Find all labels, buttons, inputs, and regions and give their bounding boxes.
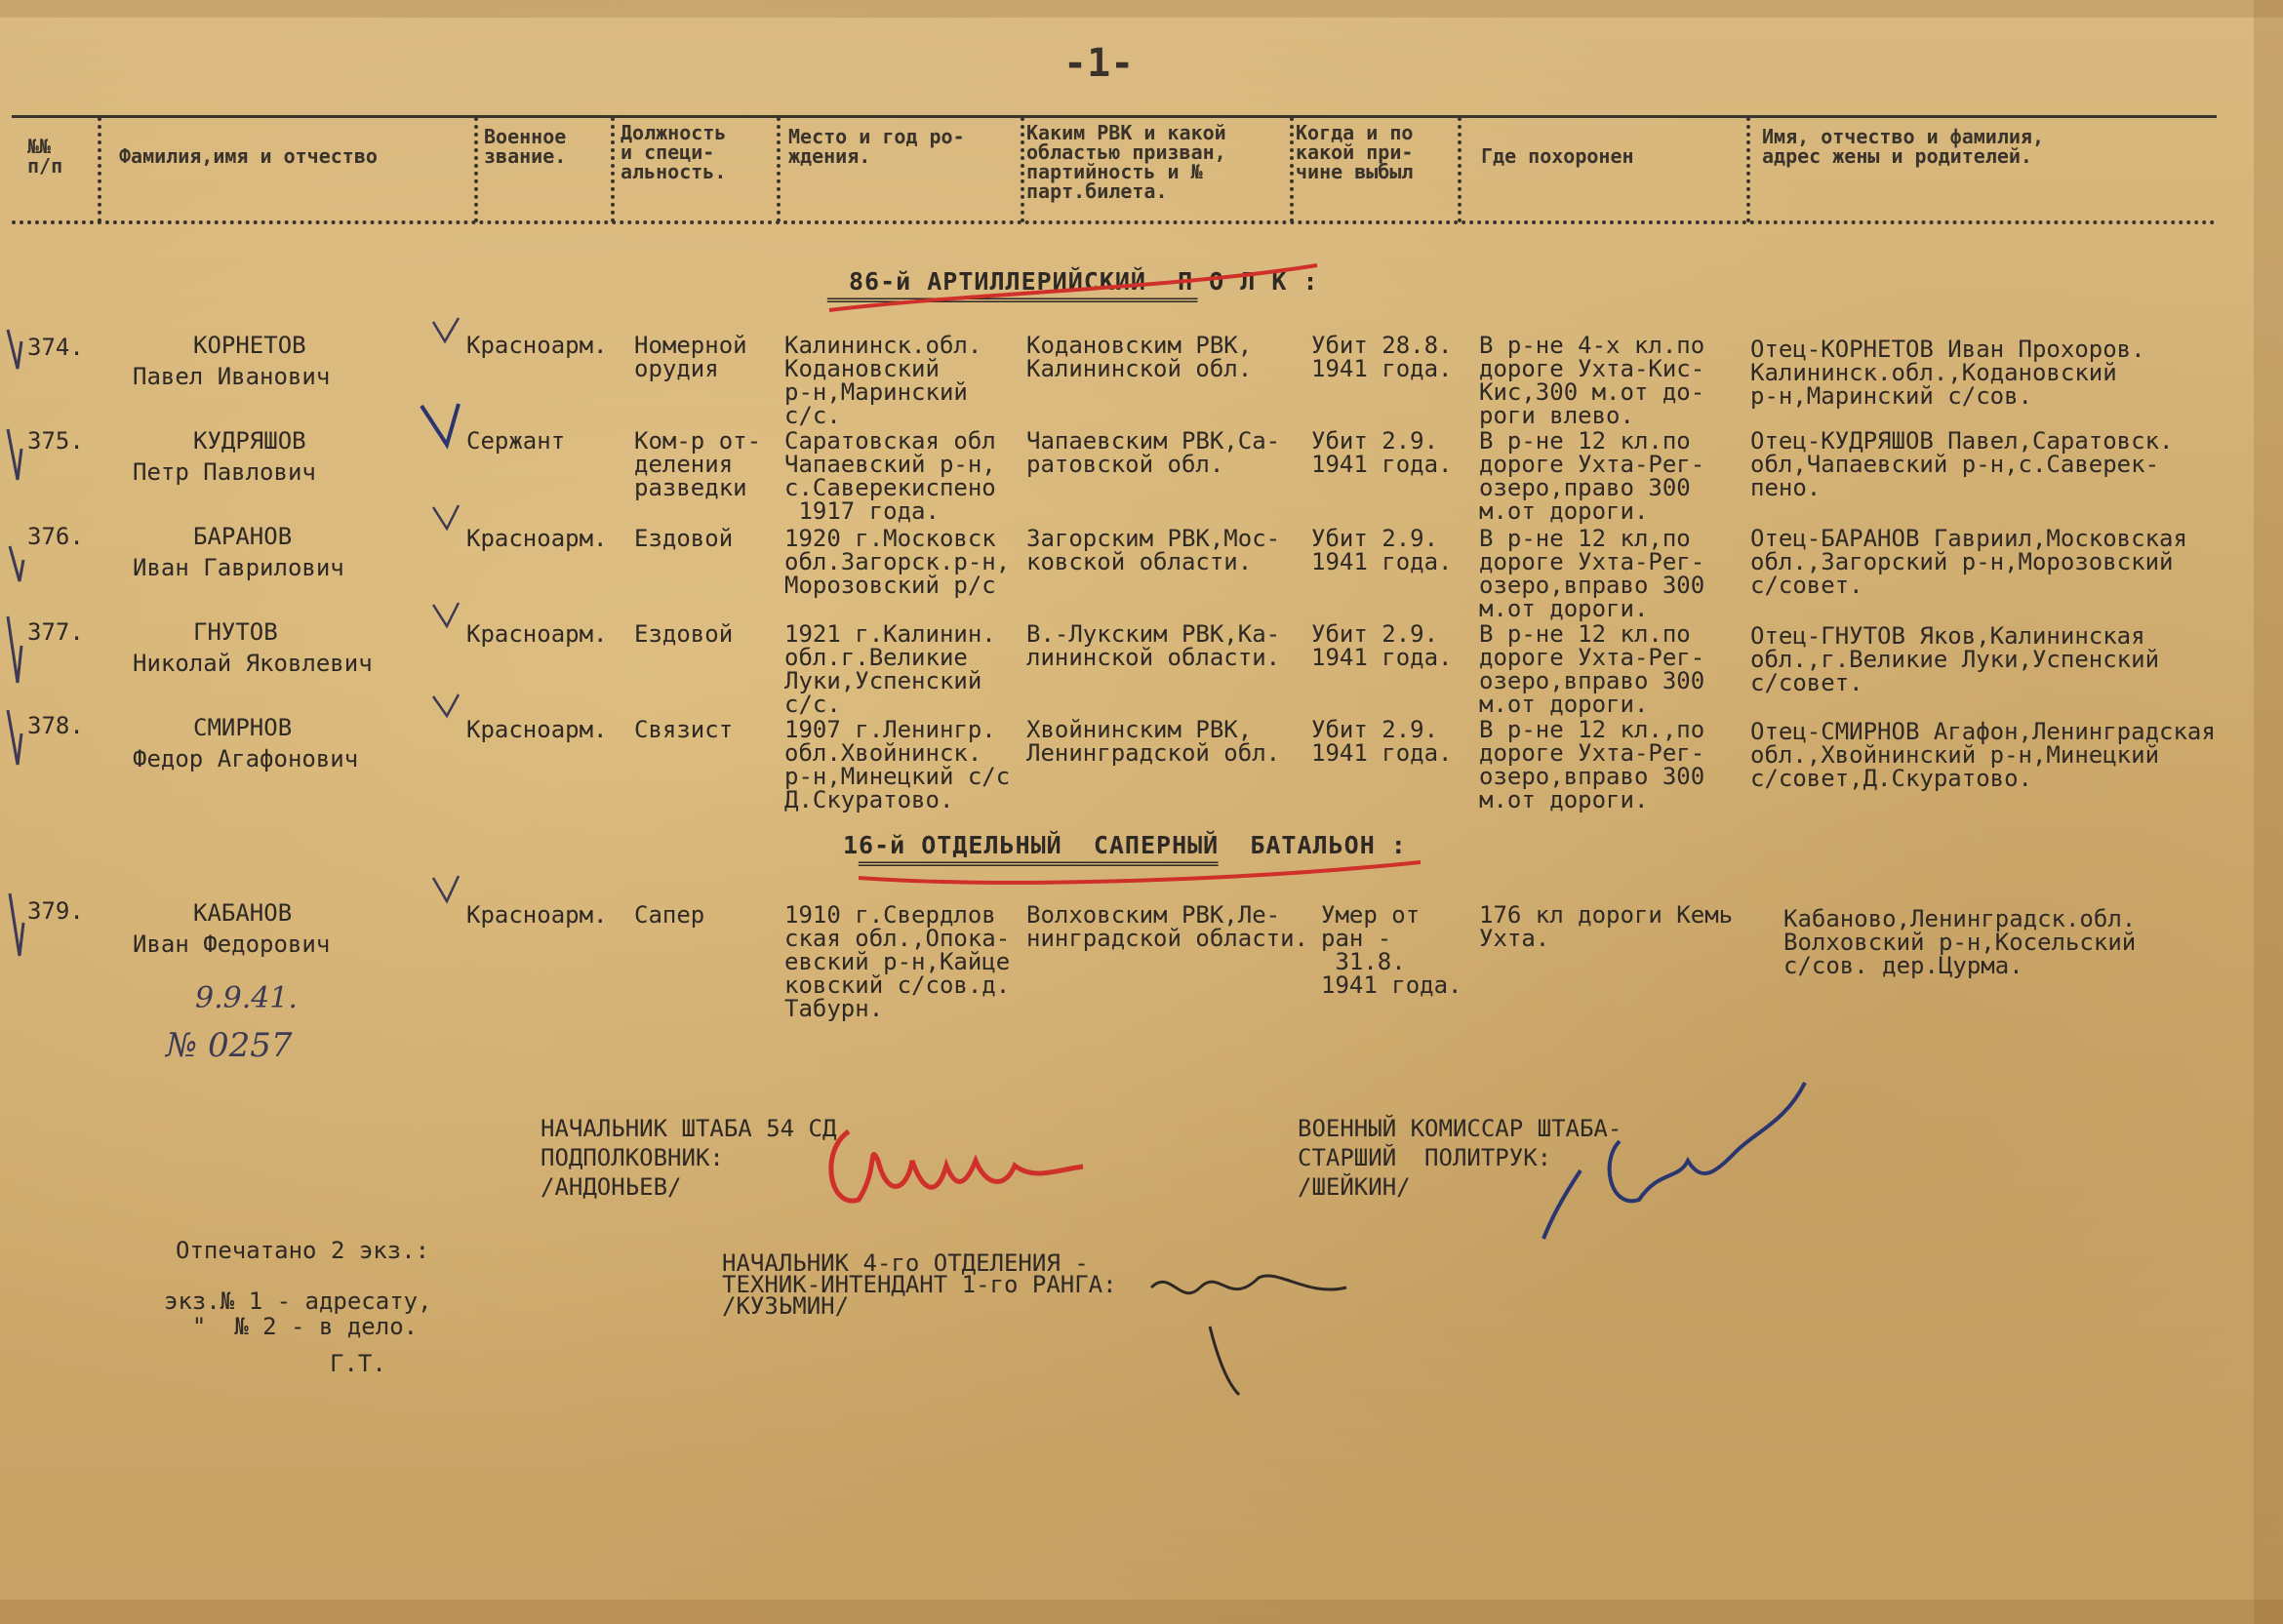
row-given-names: Петр Павлович [133,458,316,486]
row-rvk: Кодановским РВК, Калининской обл. [1026,332,1253,382]
row-rank: Сержант [466,427,566,455]
tick-mark-icon [433,603,459,626]
row-relatives: Отец-КОРНЕТОВ Иван Прохоров. Калининск.обл.,Кодановский р-н,Маринский с/сов. [1750,336,2145,410]
row-position: Ездовой [634,525,734,552]
row-birth: 1910 г.Свердлов ская обл.,Опока- евский р-н,Кайце ковский с/сов.д. Табурн. [784,901,1011,1022]
row-when: Умер от ран - 31.8. 1941 года. [1321,901,1462,999]
row-surname: КОРНЕТОВ [193,332,306,359]
row-rank: Красноарм. [466,332,608,359]
row-when: Убит 2.9. 1941 года. [1311,525,1453,575]
row-rank: Красноарм. [466,716,608,743]
distribution-initials: Г.Т. [330,1350,386,1377]
row-number: 378. [27,712,84,739]
row-rank: Красноарм. [466,525,608,552]
row-surname: БАРАНОВ [193,523,293,550]
header-rvk: Каким РВК и какой областью призван, партийность и № парт.билета. [1026,121,1226,203]
handwritten-date: 9.9.41. [195,981,298,1015]
row-rvk: Волховским РВК,Ле- нинградской области. [1026,901,1308,952]
tick-mark-icon [433,694,459,716]
check-mark-icon [8,616,21,683]
row-birth: 1921 г.Калинин. обл.г.Великие Луки,Успенский с/с. [784,620,996,718]
red-signature-andonyev [831,1131,1083,1201]
row-given-names: Федор Агафонович [133,745,359,772]
header-birth: Место и год ро- ждения. [788,125,965,168]
row-given-names: Иван Федорович [133,931,331,958]
row-position: Связист [634,716,734,743]
tick-mark-icon [433,318,459,341]
row-position: Ездовой [634,620,734,648]
distribution-printed: Отпечатано 2 экз.: [176,1237,430,1264]
row-rvk: Загорским РВК,Мос- ковской области. [1026,525,1281,575]
row-buried: В р-не 12 кл,по дороге Ухта-Рег- озеро,вправо 300 м.от дороги. [1479,525,1705,622]
row-when: Убит 2.9. 1941 года. [1311,620,1453,671]
row-surname: ГНУТОВ [193,618,278,646]
row-number: 377. [27,618,84,646]
section-underline-sapper: ══════════════════════════════════ [859,854,1219,875]
distribution-copy-2: " № 2 - в дело. [164,1313,419,1340]
header-buried: Где похоронен [1481,144,1634,168]
row-number: 379. [27,897,84,925]
row-when: Убит 2.9. 1941 года. [1311,427,1453,478]
signature-block-commissar: ВОЕННЫЙ КОМИССАР ШТАБА- СТАРШИЙ ПОЛИТРУК: /ШЕЙКИН/ [1298,1115,1622,1201]
row-relatives: Кабаново,Ленинградск.обл. Волховский р-н,Косельский с/сов. дер.Цурма. [1783,905,2137,979]
row-when: Убит 28.8. 1941 года. [1311,332,1453,382]
row-given-names: Иван Гаврилович [133,554,344,581]
section-underline-artillery: ═══════════════════════════════════ [827,291,1198,311]
row-number: 374. [27,334,84,361]
check-mark-icon [10,893,23,956]
check-mark-icon [8,710,21,765]
row-position: Номерной орудия [634,332,747,382]
header-rank: Военное звание. [484,125,567,168]
row-buried: В р-не 4-х кл.по дороге Ухта-Кис- Кис,300 м.от до- роги влево. [1479,332,1705,429]
tick-mark-icon [421,404,459,445]
signature-block-department-chief: НАЧАЛЬНИК 4-го ОТДЕЛЕНИЯ - ТЕХНИК-ИНТЕНДАНТ 1-го РАНГА: /КУЗЬМИН/ [722,1249,1117,1320]
header-relatives: Имя, отчество и фамилия, адрес жены и родителей. [1762,125,2044,168]
red-underline-sapper [859,862,1421,883]
row-buried: В р-не 12 кл.по дороге Ухта-Рег- озеро,право 300 м.от дороги. [1479,427,1705,525]
handwritten-number: № 0257 [166,1026,293,1065]
blue-signature-sheikin [1543,1083,1805,1239]
row-buried: В р-не 12 кл.по дороге Ухта-Рег- озеро,вправо 300 м.от дороги. [1479,620,1705,718]
row-given-names: Николай Яковлевич [133,650,373,677]
header-position: Должность и специ- альность. [621,121,727,183]
tick-mark-icon [433,876,459,901]
row-when: Убит 2.9. 1941 года. [1311,716,1453,767]
red-underline-artillery [829,265,1317,310]
row-buried: В р-не 12 кл.,по дороге Ухта-Рег- озеро,вправо 300 м.от дороги. [1479,716,1705,813]
row-birth: 1920 г.Московск обл.Загорск.р-н, Морозовский р/с [784,525,1011,599]
section-title-sapper: 16-й ОТДЕЛЬНЫЙ САПЕРНЫЙ БАТАЛЬОН : [843,831,1407,859]
row-given-names: Павел Иванович [133,363,331,390]
tick-mark-icon [433,505,459,529]
check-mark-icon [10,546,23,581]
row-position: Сапер [634,901,705,929]
header-when: Когда и по какой при- чине выбыл [1296,121,1414,183]
row-relatives: Отец-КУДРЯШОВ Павел,Саратовск. обл,Чапаевский р-н,с.Саверек- пено. [1750,427,2174,501]
signature-block-chief-of-staff: НАЧАЛЬНИК ШТАБА 54 СД ПОДПОЛКОВНИК: /АНДОНЬЕВ/ [541,1115,837,1201]
row-rank: Красноарм. [466,901,608,929]
header-num: №№ п/п [27,135,63,178]
row-rvk: Хвойнинским РВК, Ленинградской обл. [1026,716,1281,767]
row-birth: 1907 г.Ленингр. обл.Хвойнинск. р-н,Минецкий с/с Д.Скуратово. [784,716,1011,813]
check-mark-icon [8,429,21,480]
row-buried: 176 кл дороги Кемь Ухта. [1479,901,1734,952]
row-birth: Саратовская обл Чапаевский р-н, с.Саверекиспено 1917 года. [784,427,996,525]
row-surname: СМИРНОВ [193,714,293,741]
row-number: 375. [27,427,84,455]
row-surname: КАБАНОВ [193,899,293,927]
row-relatives: Отец-ГНУТОВ Яков,Калининская обл.,г.Великие Луки,Успенский с/совет. [1750,622,2160,696]
row-relatives: Отец-СМИРНОВ Агафон,Ленинградская обл.,Хвойнинский р-н,Минецкий с/совет,Д.Скуратово. [1750,718,2216,792]
distribution-copy-1: экз.№ 1 - адресату, [164,1287,432,1315]
header-name: Фамилия,имя и отчество [119,144,378,168]
row-surname: КУДРЯШОВ [193,427,306,455]
row-rank: Красноарм. [466,620,608,648]
page-number: -1- [1063,41,1135,86]
row-birth: Калининск.обл. Кодановский р-н,Маринский с/с. [784,332,982,429]
row-position: Ком-р от- деления разведки [634,427,762,501]
section-title-artillery: 86-й АРТИЛЛЕРИЙСКИЙ П О Л К : [849,267,1319,296]
black-signature-kuzmin [1151,1276,1346,1395]
row-rvk: В.-Лукским РВК,Ка- лининской области. [1026,620,1281,671]
row-rvk: Чапаевским РВК,Са- ратовской обл. [1026,427,1281,478]
check-mark-icon [8,330,21,369]
row-relatives: Отец-БАРАНОВ Гавриил,Московская обл.,Загорский р-н,Морозовский с/совет. [1750,525,2187,599]
row-number: 376. [27,523,84,550]
